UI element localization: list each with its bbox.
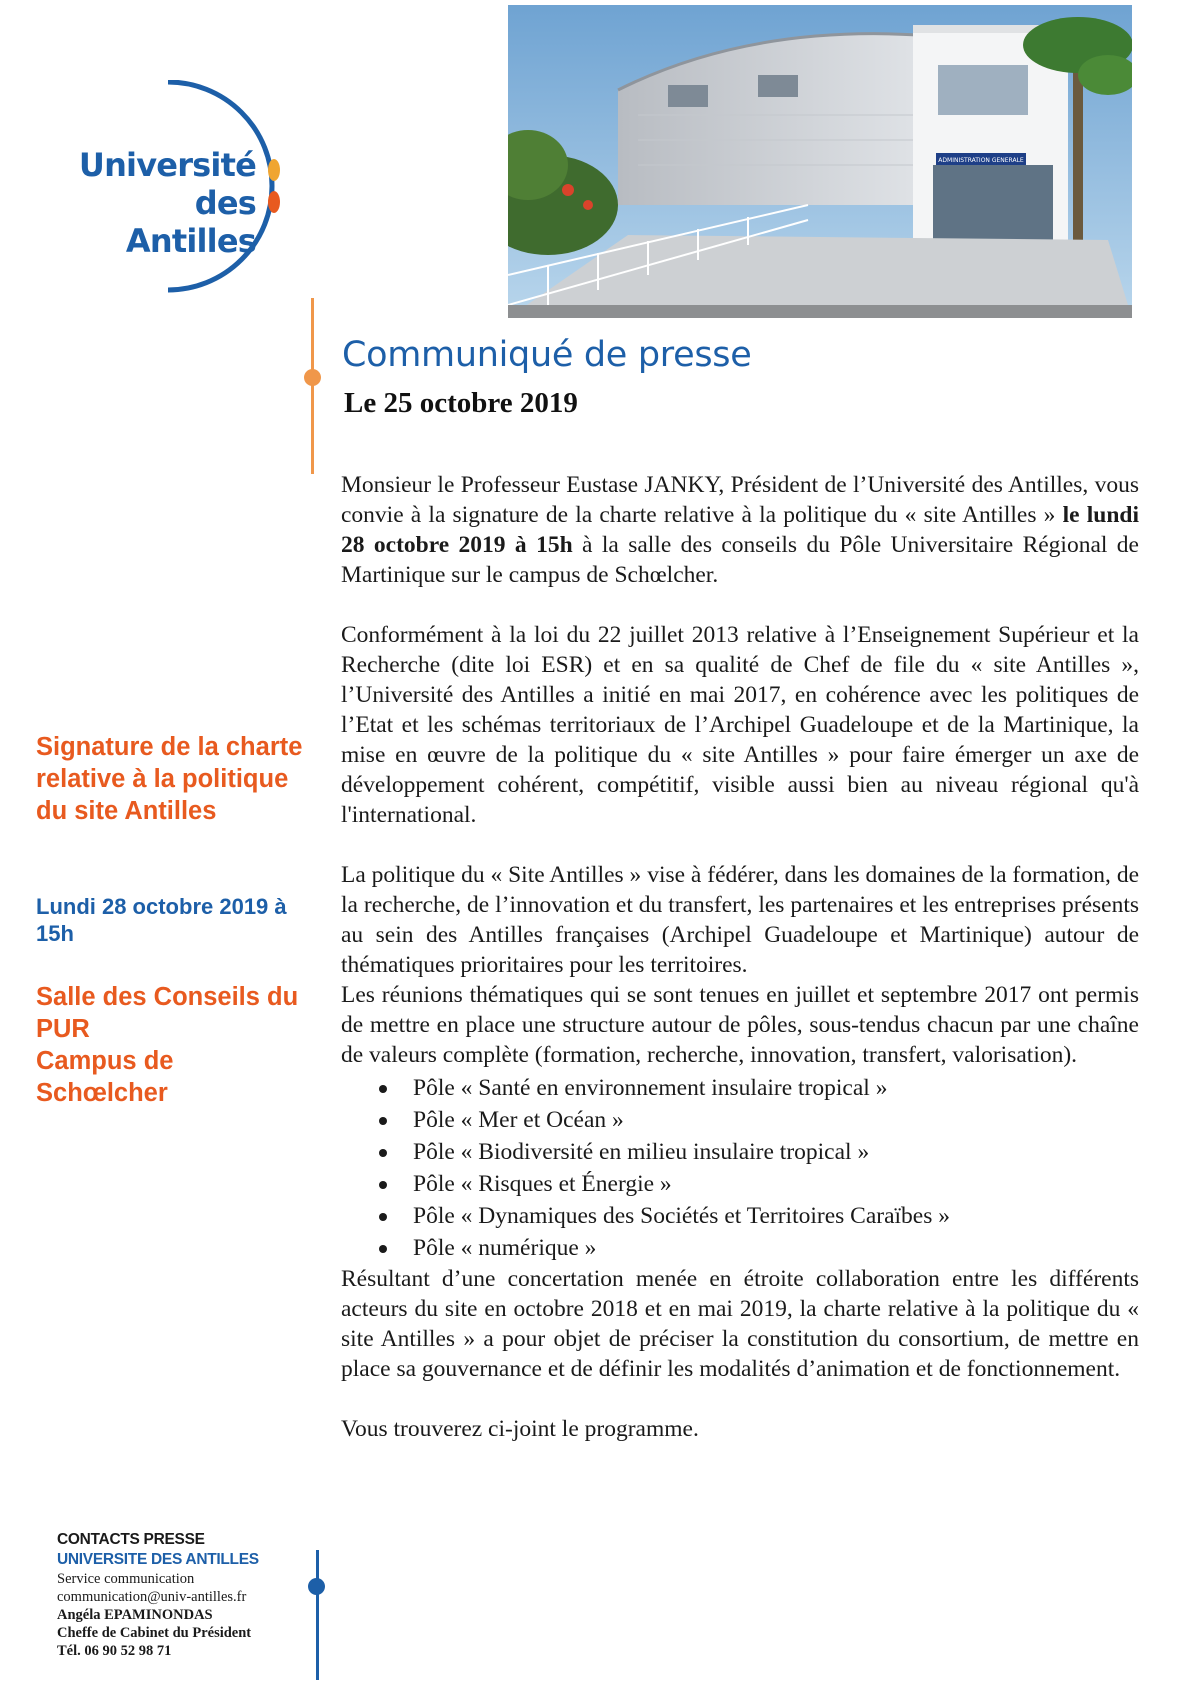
bullet-icon (379, 1213, 387, 1221)
paragraph-context: Conformément à la loi du 22 juillet 2013 relative à l’Enseignement Supérieur et la Recherche (dite loi ESR) et en sa qualité de Chef de file du « site Antilles », l’Université des Antilles a initié en mai 2017, en cohérence avec les politiques de l’Etat et les schémas territoriaux de l’Archipel Guadeloupe et de la Martinique, la mise en œuvre de la politique du « site Antilles » pour faire émerger un axe de développement cohérent, compétitif, visible aussi bien au niveau régional qu'à l'international. (341, 622, 1139, 828)
contacts-service: Service communication (57, 1571, 195, 1587)
sidebar-event-title: Signature de la charte relative à la politique du site Antilles (36, 733, 303, 825)
bullet-icon (379, 1149, 387, 1157)
logo-line-2: des Antilles (125, 184, 256, 260)
list-item (341, 1168, 1139, 1200)
bullet-icon (379, 1085, 387, 1093)
university-logo (50, 80, 290, 295)
paragraph-invitation (341, 470, 1139, 590)
building-photo (508, 5, 1132, 318)
page-date: Le 25 octobre 2019 (344, 387, 578, 419)
sidebar-event-place (36, 981, 306, 1109)
list-item-label: Pôle « Risques et Énergie » (413, 1171, 672, 1197)
list-item-label: Pôle « Santé en environnement insulaire tropical » (413, 1075, 888, 1101)
paragraph-charter: Résultant d’une concertation menée en étroite collaboration entre les différents acteurs du site en octobre 2018 et en mai 2019, la charte relative à la politique du « site Antilles » a pour objet de préciser la constitution du consortium, de mettre en place sa gouvernance et de définir les modalités d’animation et de fonctionnement. (341, 1266, 1139, 1382)
blue-dot-icon (308, 1578, 325, 1595)
press-release-body (341, 470, 1139, 1444)
paragraph-meetings: Les réunions thématiques qui se sont tenues en juillet et septembre 2017 ont permis de mettre en place une structure autour de pôles, sous-tendus chacun par une chaîne de valeurs complète (formation, recherche, innovation, transfert, valorisation). (341, 982, 1139, 1068)
bullet-icon (379, 1245, 387, 1253)
list-item-label: Pôle « Biodiversité en milieu insulaire tropical » (413, 1139, 870, 1165)
contacts-name: Angéla EPAMINONDAS (57, 1607, 213, 1623)
press-contacts (57, 1530, 317, 1660)
list-item (341, 1136, 1139, 1168)
orange-dot-icon (304, 369, 321, 386)
orange-divider (311, 298, 314, 474)
contacts-heading: CONTACTS PRESSE (57, 1531, 205, 1548)
contacts-phone: Tél. 06 90 52 98 71 (57, 1643, 172, 1659)
paragraph-invitation-part-a: Monsieur le Professeur Eustase JANKY, Président de l’Université des Antilles, vous convie à la signature de la charte relative à la politique du « site Antilles » (341, 472, 1139, 528)
list-item (341, 1232, 1139, 1264)
building-sign: ADMINISTRATION GENERALE (938, 157, 1024, 164)
sidebar-place-campus: Campus de Schœlcher (36, 1047, 174, 1107)
contacts-email[interactable]: communication@univ-antilles.fr (57, 1589, 247, 1605)
list-item-label: Pôle « numérique » (413, 1235, 597, 1261)
paragraph-program: Vous trouverez ci-joint le programme. (341, 1416, 699, 1442)
paragraph-invitation-date: le lundi 28 octobre 2019 à 15h (341, 502, 1139, 558)
logo-line-1: Université (78, 146, 256, 184)
blue-divider (316, 1550, 319, 1680)
list-item (341, 1072, 1139, 1104)
list-item-label: Pôle « Mer et Océan » (413, 1107, 624, 1133)
list-item-label: Pôle « Dynamiques des Sociétés et Territoires Caraïbes » (413, 1203, 950, 1229)
logo-wordmark (56, 146, 256, 260)
poles-list (341, 1072, 1139, 1264)
contacts-org: UNIVERSITE DES ANTILLES (57, 1551, 259, 1568)
list-item (341, 1200, 1139, 1232)
contacts-role: Cheffe de Cabinet du Président (57, 1625, 252, 1641)
paragraph-invitation-part-b: à la salle des conseils du Pôle Universitaire Régional de Martinique sur le campus de Schœlcher. (341, 532, 1139, 588)
sidebar-place-room: Salle des Conseils du PUR (36, 983, 299, 1043)
list-item (341, 1104, 1139, 1136)
bullet-icon (379, 1181, 387, 1189)
paragraph-policy: La politique du « Site Antilles » vise à fédérer, dans les domaines de la formation, de la recherche, de l’innovation et du transfert, les partenaires et les entreprises présents au sein des Antilles françaises (Archipel Guadeloupe et Martinique) autour de thématiques prioritaires pour les territoires. (341, 862, 1139, 978)
page-title: Communiqué de presse (342, 335, 752, 375)
bullet-icon (379, 1117, 387, 1125)
sidebar-event-date: Lundi 28 octobre 2019 à 15h (36, 894, 287, 946)
